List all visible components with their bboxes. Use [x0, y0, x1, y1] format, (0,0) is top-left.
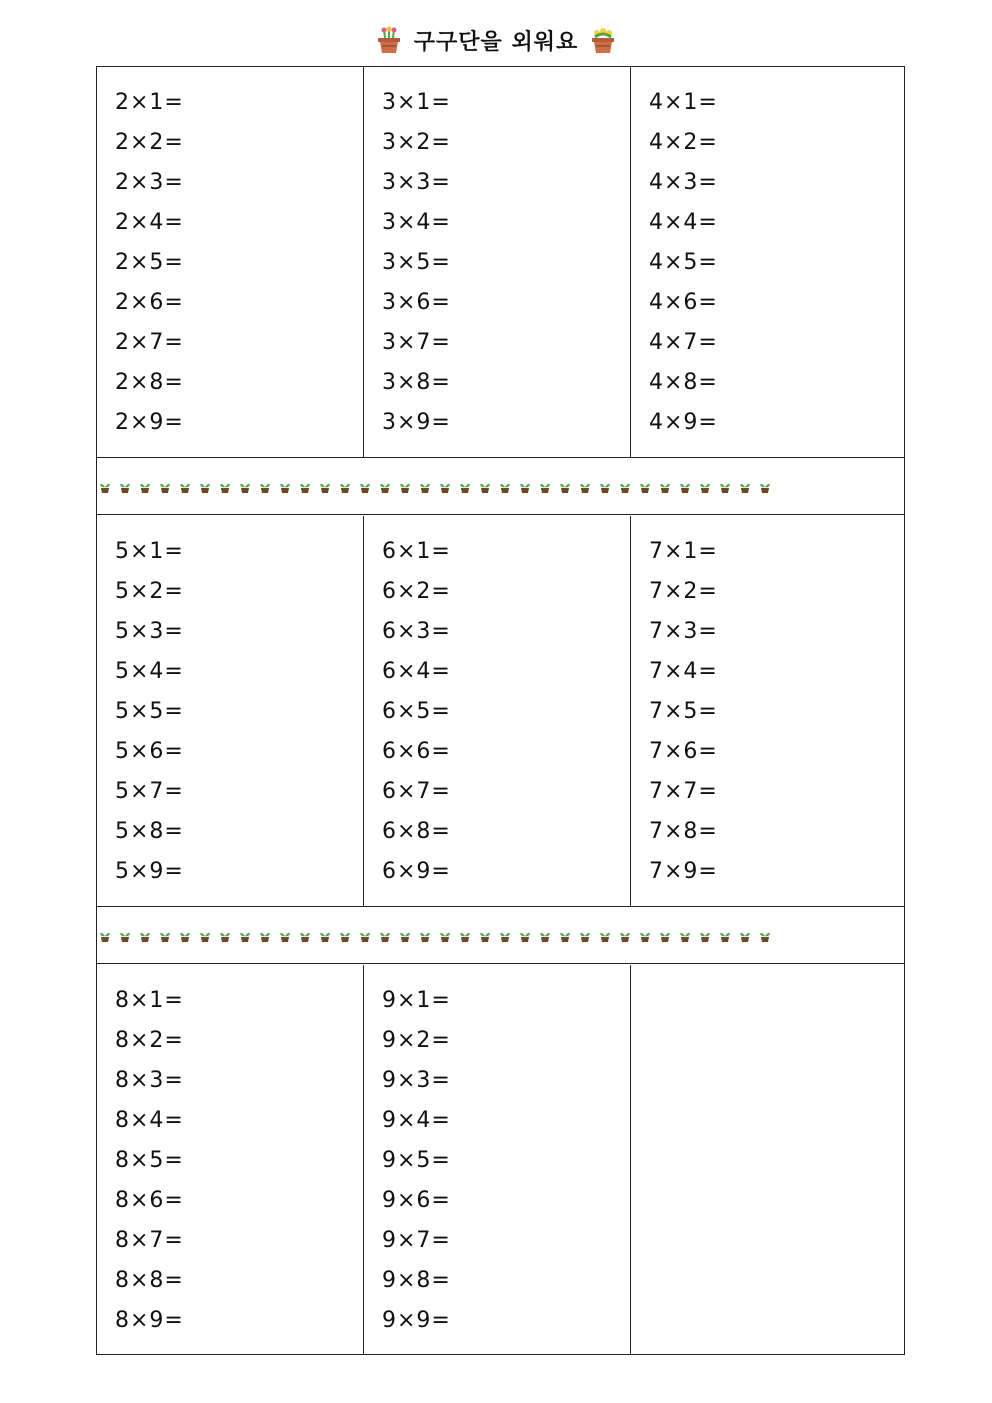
- sprout-icon: [139, 480, 151, 494]
- table-cell: [631, 516, 904, 906]
- equation-item: 3×6=: [382, 290, 451, 315]
- times-table-9: [382, 985, 451, 1345]
- sprout-icon: [239, 480, 251, 494]
- equation-item: 6×9=: [382, 859, 451, 884]
- equation-item: 6×8=: [382, 819, 451, 844]
- sprout-icon: [519, 480, 531, 494]
- equation-item: 5×5=: [115, 699, 184, 724]
- table-cell: [631, 67, 904, 457]
- equation-item: 3×4=: [382, 210, 451, 235]
- sprout-icon: [659, 929, 671, 943]
- equation-item: 3×9=: [382, 410, 451, 435]
- sprout-icon: [359, 929, 371, 943]
- times-table-6: [382, 536, 451, 896]
- equation-item: 9×5=: [382, 1148, 451, 1173]
- equation-item: 4×7=: [649, 330, 718, 355]
- equation-item: 9×1=: [382, 988, 451, 1013]
- equation-item: 7×6=: [649, 739, 718, 764]
- sprout-icon: [259, 480, 271, 494]
- sprout-icon: [199, 480, 211, 494]
- equation-item: 7×5=: [649, 699, 718, 724]
- sprout-icon: [339, 480, 351, 494]
- sprout-icon: [139, 929, 151, 943]
- equation-item: 2×1=: [115, 90, 184, 115]
- equation-item: 2×4=: [115, 210, 184, 235]
- sprout-icon: [399, 929, 411, 943]
- equation-item: 2×2=: [115, 130, 184, 155]
- equation-item: 2×7=: [115, 330, 184, 355]
- sprout-icon: [279, 480, 291, 494]
- equation-item: 9×3=: [382, 1068, 451, 1093]
- equation-item: 8×2=: [115, 1028, 184, 1053]
- equation-item: 4×6=: [649, 290, 718, 315]
- equation-item: 3×5=: [382, 250, 451, 275]
- equation-item: 7×1=: [649, 539, 718, 564]
- equation-item: 4×5=: [649, 250, 718, 275]
- sprout-icon: [379, 929, 391, 943]
- equation-item: 5×7=: [115, 779, 184, 804]
- sprout-icon: [119, 929, 131, 943]
- equation-item: 3×8=: [382, 370, 451, 395]
- equation-item: 5×8=: [115, 819, 184, 844]
- equation-item: 4×2=: [649, 130, 718, 155]
- sprout-icon: [359, 480, 371, 494]
- sprout-icon: [659, 480, 671, 494]
- sprout-icon: [219, 480, 231, 494]
- equation-item: 8×5=: [115, 1148, 184, 1173]
- sprout-icon: [319, 480, 331, 494]
- equation-item: 5×4=: [115, 659, 184, 684]
- equation-item: 8×9=: [115, 1308, 184, 1333]
- sprout-icon: [419, 929, 431, 943]
- sprout-icon: [719, 929, 731, 943]
- equation-item: 4×3=: [649, 170, 718, 195]
- equation-item: 8×7=: [115, 1228, 184, 1253]
- equation-item: 7×9=: [649, 859, 718, 884]
- sprout-icon: [499, 480, 511, 494]
- times-table-4: [649, 87, 718, 447]
- empty-cell: [631, 965, 904, 1354]
- equation-item: 6×3=: [382, 619, 451, 644]
- sprout-icon: [179, 929, 191, 943]
- table-row-block: [97, 965, 904, 1354]
- sprout-icon: [499, 929, 511, 943]
- sprout-divider: [97, 457, 904, 515]
- sprout-icon: [479, 480, 491, 494]
- sprout-icon: [679, 929, 691, 943]
- equation-item: 4×8=: [649, 370, 718, 395]
- sprout-icon: [279, 929, 291, 943]
- equation-item: 6×7=: [382, 779, 451, 804]
- sprout-icon: [539, 929, 551, 943]
- times-table-5: [115, 536, 184, 896]
- equation-item: 4×9=: [649, 410, 718, 435]
- sprout-icon: [339, 929, 351, 943]
- equation-item: 9×2=: [382, 1028, 451, 1053]
- sprout-icon: [119, 480, 131, 494]
- page-header: [0, 20, 992, 60]
- sprout-icon: [439, 480, 451, 494]
- times-table-2: [115, 87, 184, 447]
- equation-item: 5×1=: [115, 539, 184, 564]
- equation-item: 6×2=: [382, 579, 451, 604]
- equation-item: 9×4=: [382, 1108, 451, 1133]
- equation-item: 9×6=: [382, 1188, 451, 1213]
- sprout-icon: [599, 480, 611, 494]
- flower-pot-icon: [588, 25, 618, 55]
- sprout-icon: [459, 929, 471, 943]
- sprout-icon: [299, 929, 311, 943]
- equation-item: 8×1=: [115, 988, 184, 1013]
- sprout-icon: [699, 929, 711, 943]
- table-cell: [364, 965, 631, 1354]
- equation-item: 8×8=: [115, 1268, 184, 1293]
- sprout-icon: [459, 480, 471, 494]
- sprout-icon: [219, 929, 231, 943]
- equation-item: 6×1=: [382, 539, 451, 564]
- equation-item: 5×2=: [115, 579, 184, 604]
- sprout-icon: [399, 480, 411, 494]
- equation-item: 6×5=: [382, 699, 451, 724]
- page-title: 구구단을 외워요: [413, 29, 579, 55]
- equation-item: 4×4=: [649, 210, 718, 235]
- equation-item: 5×6=: [115, 739, 184, 764]
- sprout-icon: [519, 929, 531, 943]
- table-cell: [97, 516, 364, 906]
- equation-item: 9×9=: [382, 1308, 451, 1333]
- sprout-icon: [299, 480, 311, 494]
- flower-pot-icon: [374, 25, 404, 55]
- sprout-icon: [739, 929, 751, 943]
- sprout-icon: [579, 480, 591, 494]
- sprout-icon: [719, 480, 731, 494]
- sprout-icon: [319, 929, 331, 943]
- sprout-row: [99, 929, 771, 943]
- times-table-3: [382, 87, 451, 447]
- equation-item: 7×2=: [649, 579, 718, 604]
- table-cell: [364, 516, 631, 906]
- sprout-icon: [619, 480, 631, 494]
- times-table-8: [115, 985, 184, 1345]
- equation-item: 3×2=: [382, 130, 451, 155]
- sprout-icon: [759, 929, 771, 943]
- equation-item: 2×6=: [115, 290, 184, 315]
- sprout-icon: [99, 480, 111, 494]
- sprout-icon: [559, 480, 571, 494]
- sprout-icon: [699, 480, 711, 494]
- equation-item: 2×3=: [115, 170, 184, 195]
- equation-item: 6×4=: [382, 659, 451, 684]
- equation-item: 8×6=: [115, 1188, 184, 1213]
- sprout-row: [99, 480, 771, 494]
- sprout-icon: [639, 480, 651, 494]
- equation-item: 2×9=: [115, 410, 184, 435]
- equation-item: 8×3=: [115, 1068, 184, 1093]
- equation-item: 5×3=: [115, 619, 184, 644]
- equation-item: 3×1=: [382, 90, 451, 115]
- equation-item: 8×4=: [115, 1108, 184, 1133]
- table-cell: [97, 965, 364, 1354]
- table-cell: [97, 67, 364, 457]
- sprout-icon: [159, 480, 171, 494]
- sprout-icon: [639, 929, 651, 943]
- sprout-icon: [579, 929, 591, 943]
- sprout-icon: [99, 929, 111, 943]
- sprout-icon: [739, 480, 751, 494]
- sprout-icon: [159, 929, 171, 943]
- sprout-icon: [539, 480, 551, 494]
- equation-item: 9×7=: [382, 1228, 451, 1253]
- sprout-icon: [479, 929, 491, 943]
- sprout-icon: [679, 480, 691, 494]
- equation-item: 3×3=: [382, 170, 451, 195]
- sprout-icon: [259, 929, 271, 943]
- sprout-icon: [759, 480, 771, 494]
- sprout-divider: [97, 906, 904, 964]
- equation-item: 2×8=: [115, 370, 184, 395]
- equation-item: 9×8=: [382, 1268, 451, 1293]
- equation-item: 6×6=: [382, 739, 451, 764]
- equation-item: 5×9=: [115, 859, 184, 884]
- worksheet-table: [96, 66, 905, 1355]
- sprout-icon: [379, 480, 391, 494]
- sprout-icon: [599, 929, 611, 943]
- sprout-icon: [179, 480, 191, 494]
- sprout-icon: [199, 929, 211, 943]
- sprout-icon: [559, 929, 571, 943]
- equation-item: 7×4=: [649, 659, 718, 684]
- sprout-icon: [239, 929, 251, 943]
- equation-item: 3×7=: [382, 330, 451, 355]
- sprout-icon: [619, 929, 631, 943]
- equation-item: 7×3=: [649, 619, 718, 644]
- table-cell: [364, 67, 631, 457]
- table-row-block: [97, 516, 904, 906]
- equation-item: 4×1=: [649, 90, 718, 115]
- equation-item: 2×5=: [115, 250, 184, 275]
- times-table-7: [649, 536, 718, 896]
- table-row-block: [97, 67, 904, 457]
- equation-item: 7×8=: [649, 819, 718, 844]
- equation-item: 7×7=: [649, 779, 718, 804]
- sprout-icon: [419, 480, 431, 494]
- sprout-icon: [439, 929, 451, 943]
